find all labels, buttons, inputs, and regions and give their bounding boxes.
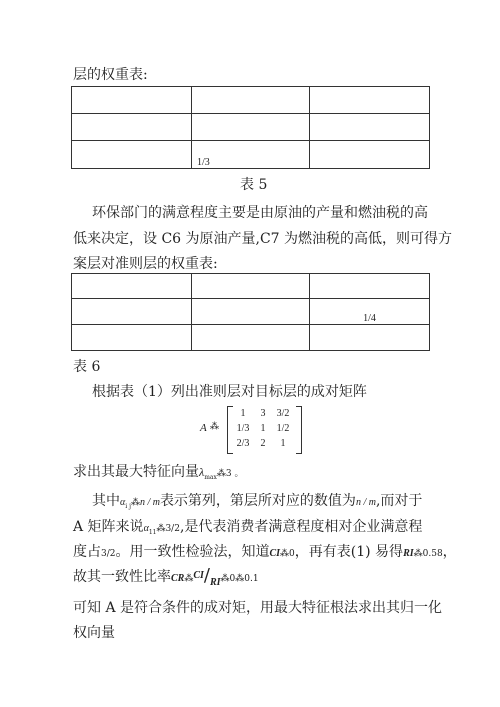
table-5 <box>71 86 430 169</box>
text: 。用一致性检验法，知道 <box>115 544 270 560</box>
ci-symbol: CI <box>269 548 281 559</box>
nm-expr: n / m <box>355 497 376 508</box>
table-cell <box>192 87 310 114</box>
table-6 <box>71 273 430 351</box>
paragraph-line: 可知 A 是符合条件的成对矩，用最大特征根法求出其归一化 <box>73 600 443 616</box>
matrix-cell: 1 <box>240 408 246 419</box>
matrix-cell: 1 <box>280 438 286 449</box>
alpha-ij-subscript: i j <box>125 503 131 510</box>
eq-value: ⁂0.1 <box>235 574 259 584</box>
table-5-caption: 表 5 <box>240 177 268 193</box>
ci-value: ⁂0 <box>280 549 295 559</box>
table-row <box>72 274 430 299</box>
matrix-cell: 2/3 <box>236 438 250 449</box>
alpha-11: α <box>143 523 149 534</box>
table-cell <box>310 274 430 299</box>
ri-value: ⁂0.58 <box>413 549 443 559</box>
table-cell <box>72 141 192 169</box>
lambda-symbol: λ <box>199 465 205 479</box>
table-cell <box>72 114 192 141</box>
table-cell <box>310 141 430 169</box>
table-row <box>72 141 430 169</box>
matrix-cell: 3/2 <box>276 408 290 419</box>
paragraph-line: 低来决定，设 C6 为原油产量,C7 为燃油税的高低，则可得方 <box>73 231 453 247</box>
table-cell <box>192 114 310 141</box>
table-cell <box>192 325 310 351</box>
table-row <box>72 325 430 351</box>
nm-expr: n / m <box>139 497 160 508</box>
paragraph-line: 环保部门的满意程度主要是由原油的产量和燃油税的高 <box>92 205 428 221</box>
paragraph-line <box>73 567 259 592</box>
text: A 矩阵来说 <box>73 519 144 535</box>
table-cell: 1/3 <box>192 141 310 169</box>
eq-value: ⁂3/2 <box>156 524 180 534</box>
table-cell <box>72 87 192 114</box>
eq-symbol: ⁂ <box>130 498 140 508</box>
eq-symbol: ⁂ <box>184 574 194 584</box>
table-6-caption: 表 6 <box>73 359 101 375</box>
table-row <box>72 114 430 141</box>
alpha-11-subscript: 11 <box>148 529 157 536</box>
paragraph-line <box>92 492 422 516</box>
cr-symbol: CR <box>171 573 185 584</box>
table-cell <box>310 325 430 351</box>
paragraph-line <box>73 543 457 563</box>
fraction-slash: / <box>203 565 210 586</box>
matrix-eq-symbol: ⁂ <box>210 422 219 432</box>
table-cell <box>72 325 192 351</box>
matrix-cell: 1 <box>260 423 266 434</box>
fraction: 3/2 <box>101 549 116 559</box>
lambda-subscript: max <box>204 474 217 481</box>
table-cell <box>192 274 310 299</box>
table-cell <box>310 114 430 141</box>
paragraph-line: 根据表（1）列出准则层对目标层的成对矩阵 <box>92 384 367 400</box>
eigen-text: 求出其最大特征向量 <box>73 464 199 480</box>
table-row <box>72 87 430 114</box>
ri-symbol: RI <box>403 548 414 559</box>
table-cell <box>72 299 192 325</box>
text: ,是代表消费者满意程度相对企业满意程 <box>179 519 423 535</box>
paragraph-line: 权向量 <box>73 625 115 641</box>
paragraph-line: 案层对准则层的权重表: <box>73 256 218 272</box>
eq-value: ⁂0 <box>220 574 236 584</box>
alpha-ij: α <box>120 497 126 508</box>
table-cell: 1/4 <box>310 299 430 325</box>
text: ，再有表(1) 易得 <box>294 544 404 560</box>
text: 其中 <box>92 493 120 509</box>
text: ， <box>442 544 457 560</box>
eigen-line <box>73 463 243 487</box>
table-cell <box>192 299 310 325</box>
eigen-value: ⁂3 。 <box>216 469 244 479</box>
table-cell <box>310 87 430 114</box>
matrix-label: A <box>200 422 207 434</box>
table-cell <box>72 274 192 299</box>
text: 度占 <box>73 544 101 560</box>
matrix-right-bracket <box>296 406 302 454</box>
text: 表示第列，第层所对应的数值为 <box>159 493 356 509</box>
text: ,而对于 <box>375 493 423 509</box>
table-row <box>72 299 430 325</box>
text: 故其一致性比率 <box>73 569 171 585</box>
paragraph-line <box>73 518 422 542</box>
ri-symbol: RI <box>209 577 221 588</box>
matrix-cell: 3 <box>260 408 266 419</box>
matrix-cell: 1/3 <box>236 423 250 434</box>
ci-symbol: CI <box>193 570 204 581</box>
matrix-cell: 2 <box>260 438 266 449</box>
heading-table5-prefix: 层的权重表: <box>73 67 148 83</box>
matrix-cell: 1/2 <box>276 423 290 434</box>
